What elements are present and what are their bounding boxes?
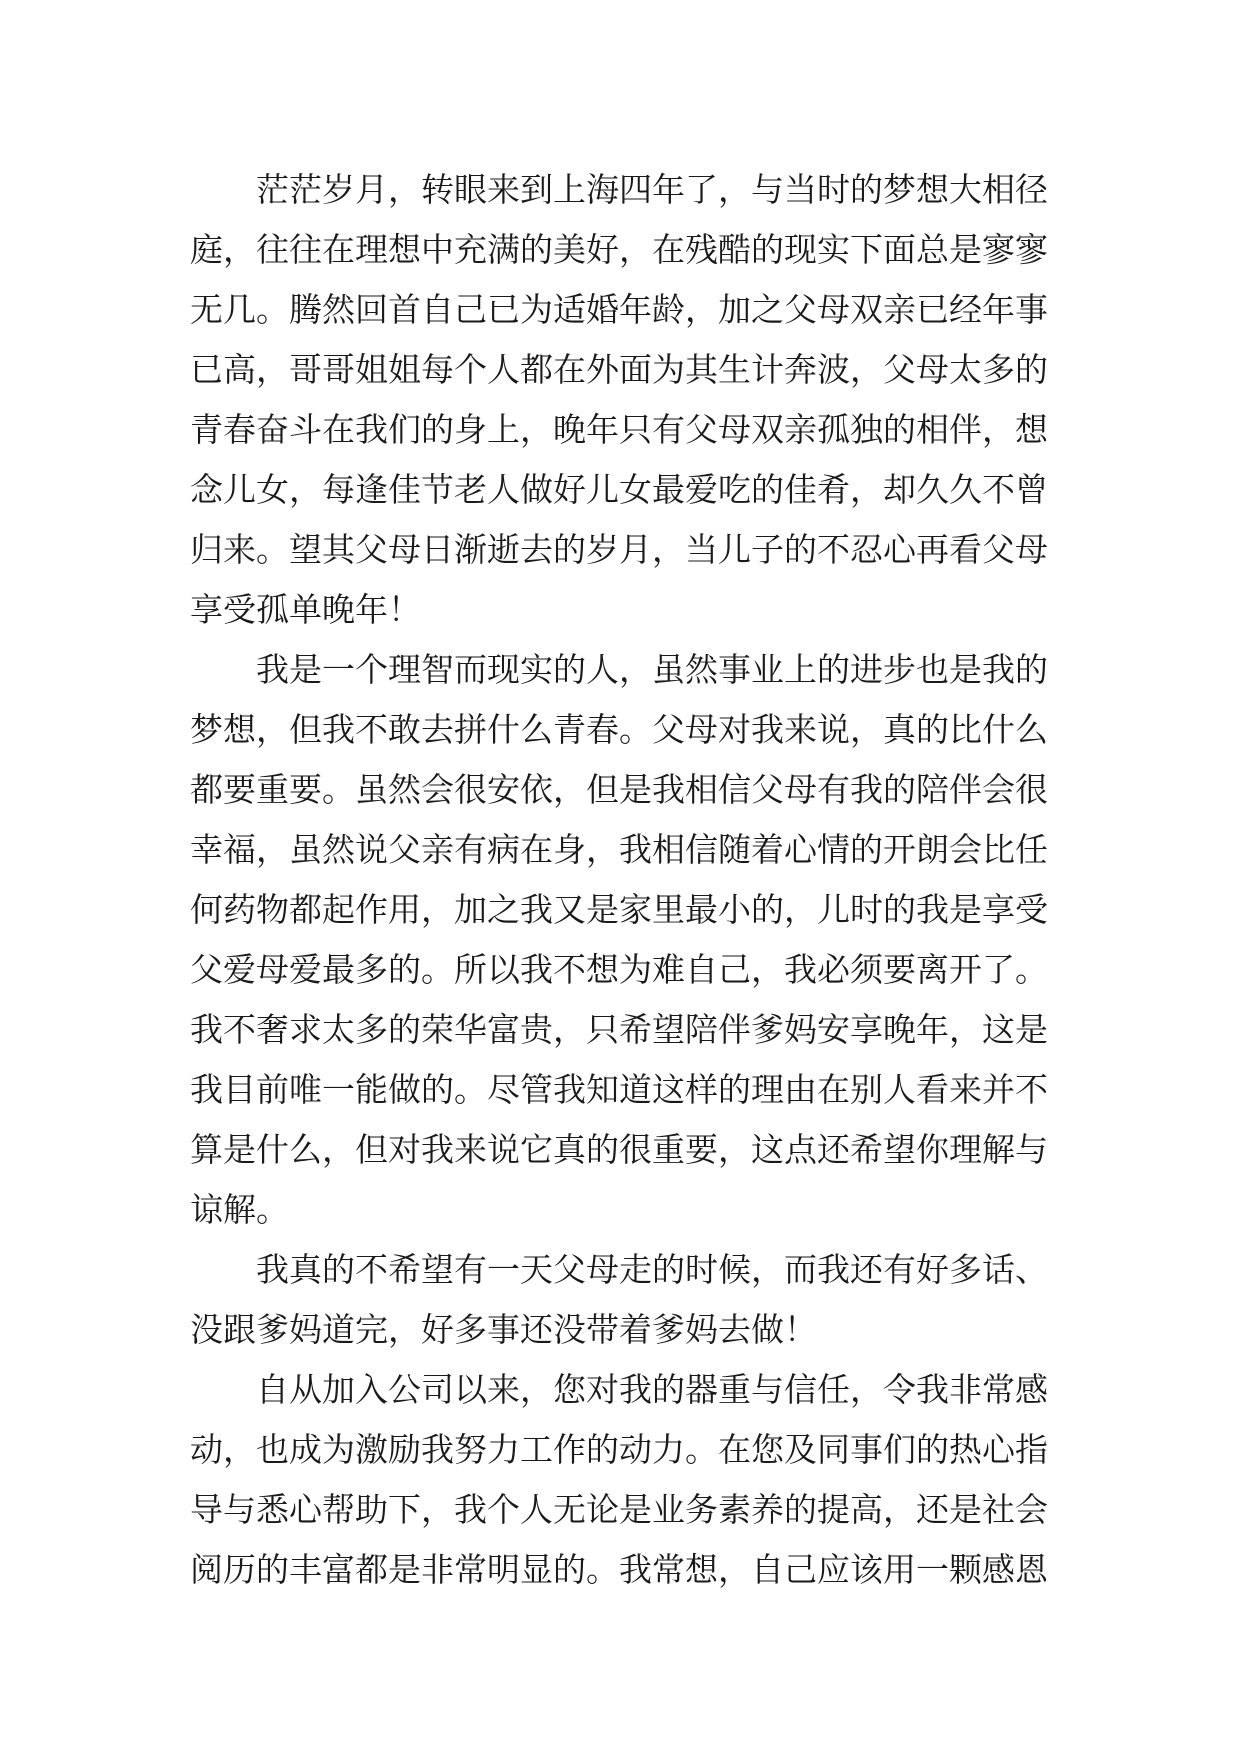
paragraph-2-line-10: 谅解。 (190, 1190, 289, 1229)
paragraph-1-line-5: 青春奋斗在我们的身上，晚年只有父母双亲孤独的相伴，想 (190, 410, 1048, 449)
paragraph-4-line-2: 动，也成为激励我努力工作的动力。在您及同事们的热心指 (190, 1430, 1048, 1469)
paragraph-3-line-1: 我真的不希望有一天父母走的时候，而我还有好多话、 (256, 1250, 1048, 1289)
paragraph-4-line-3: 导与悉心帮助下，我个人无论是业务素养的提高，还是社会 (190, 1490, 1048, 1529)
letter-body (190, 160, 1090, 1600)
paragraph-1-line-8: 享受孤单晚年！ (190, 590, 421, 629)
paragraph-2-line-1: 我是一个理智而现实的人，虽然事业上的进步也是我的 (256, 650, 1048, 689)
paragraph-2-line-9: 算是什么，但对我来说它真的很重要，这点还希望你理解与 (190, 1130, 1048, 1169)
paragraph-2-line-4: 幸福，虽然说父亲有病在身，我相信随着心情的开朗会比任 (190, 830, 1048, 869)
paragraph-2-line-5: 何药物都起作用，加之我又是家里最小的，儿时的我是享受 (190, 890, 1048, 929)
paragraph-2-line-2: 梦想，但我不敢去拼什么青春。父母对我来说，真的比什么 (190, 710, 1048, 749)
paragraph-3-line-2: 没跟爹妈道完，好多事还没带着爹妈去做！ (190, 1310, 817, 1349)
paragraph-4-line-4: 阅历的丰富都是非常明显的。我常想，自己应该用一颗感恩 (190, 1550, 1048, 1589)
paragraph-1-line-3: 无几。腾然回首自己已为适婚年龄，加之父母双亲已经年事 (190, 290, 1048, 329)
paragraph-1-line-7: 归来。望其父母日渐逝去的岁月，当儿子的不忍心再看父母 (190, 530, 1048, 569)
paragraph-2-line-6: 父爱母爱最多的。所以我不想为难自己，我必须要离开了。 (190, 950, 1048, 989)
paragraph-2-line-7: 我不奢求太多的荣华富贵，只希望陪伴爹妈安享晚年，这是 (190, 1010, 1048, 1049)
paragraph-2-line-8: 我目前唯一能做的。尽管我知道这样的理由在别人看来并不 (190, 1070, 1048, 1109)
paragraph-4-line-1: 自从加入公司以来，您对我的器重与信任，令我非常感 (256, 1370, 1048, 1409)
paragraph-1-line-2: 庭，往往在理想中充满的美好，在残酷的现实下面总是寥寥 (190, 230, 1048, 269)
paragraph-2-line-3: 都要重要。虽然会很安依，但是我相信父母有我的陪伴会很 (190, 770, 1048, 809)
paragraph-1-line-6: 念儿女，每逢佳节老人做好儿女最爱吃的佳肴，却久久不曾 (190, 470, 1048, 509)
paragraph-1-line-4: 已高，哥哥姐姐每个人都在外面为其生计奔波，父母太多的 (190, 350, 1048, 389)
paragraph-1-line-1: 茫茫岁月，转眼来到上海四年了，与当时的梦想大相径 (256, 170, 1048, 209)
